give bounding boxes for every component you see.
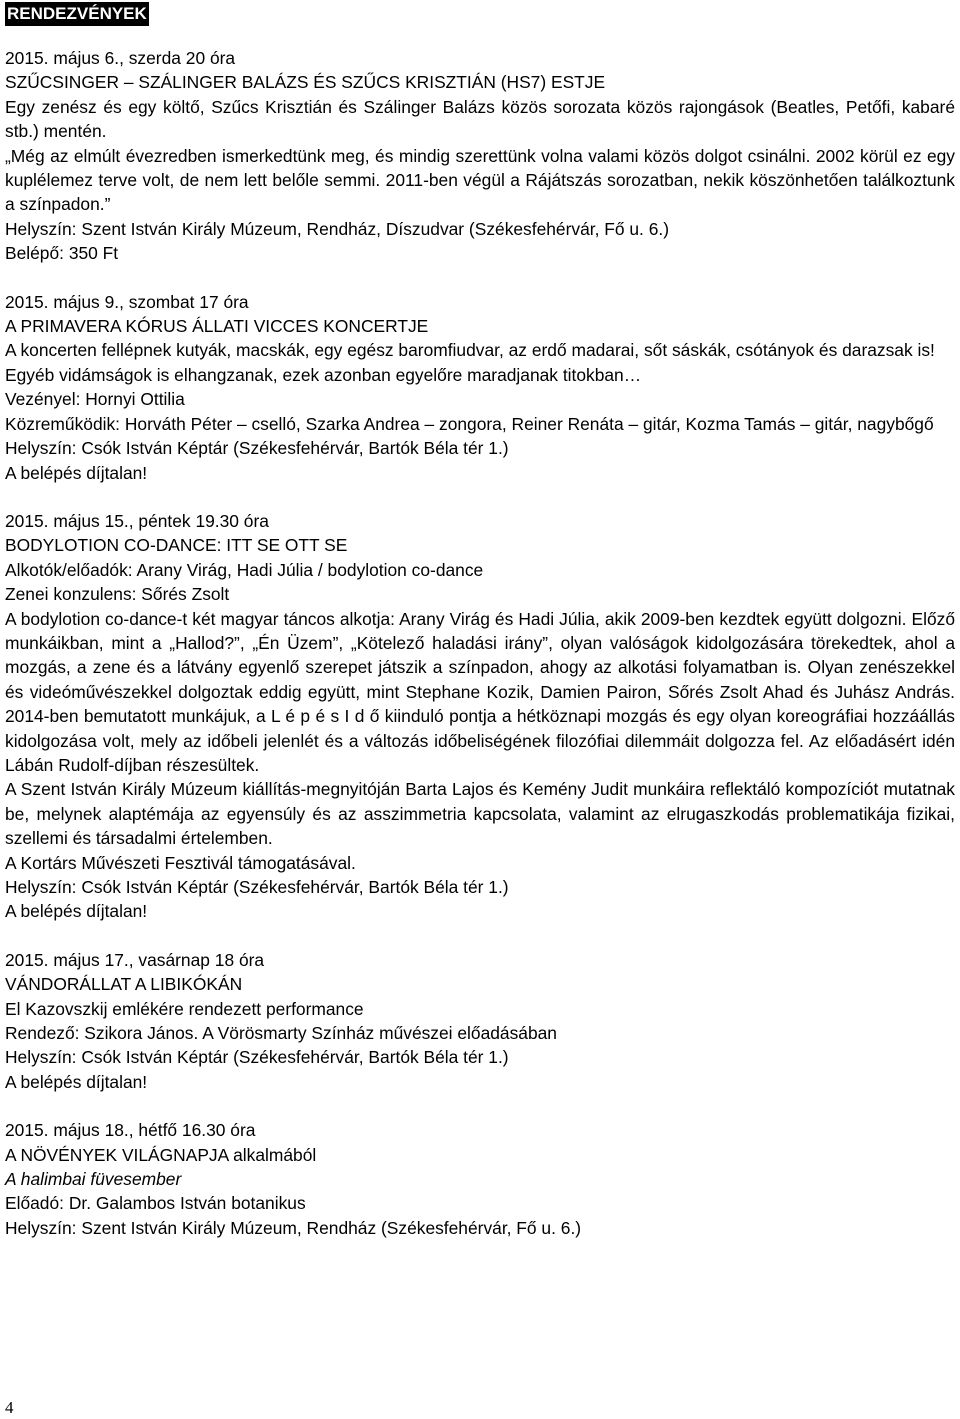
event-creators: Alkotók/előadók: Arany Virág, Hadi Júlia / bodylotion co-dance — [5, 559, 484, 580]
event-fee: A belépés díjtalan! — [5, 1071, 148, 1092]
event-description-2: A Szent István Király Múzeum kiállítás-megnyitóján Barta Lajos és Kemény Judit munkáira reflektáló kompozíciót mutatnak be, melynek alaptémája az egyensúly és az asszimmetria kapcsolata, valamint az elrugaszkodás problematikája fizikai, szellemi és társadalmi értelemben. — [5, 779, 955, 849]
event-subtitle: El Kazovszkij emlékére rendezett performance — [5, 998, 364, 1019]
event-fee: A belépés díjtalan! — [5, 462, 148, 483]
event-vandorallat — [5, 948, 955, 1094]
event-venue: Helyszín: Szent István Király Múzeum, Rendház (Székesfehérvár, Fő u. 6.) — [5, 1217, 582, 1238]
event-presenter: Előadó: Dr. Galambos István botanikus — [5, 1193, 306, 1214]
event-bodylotion — [5, 509, 955, 924]
document-page — [5, 2, 955, 1264]
event-primavera — [5, 290, 955, 485]
event-title: SZŰCSINGER – SZÁLINGER BALÁZS ÉS SZŰCS KRISZTIÁN (HS7) ESTJE — [5, 72, 606, 93]
event-date: 2015. május 9., szombat 17 óra — [5, 291, 249, 312]
event-extra: Egyéb vidámságok is elhangzanak, ezek azonban egyelőre maradjanak titokban… — [5, 364, 642, 385]
event-date: 2015. május 6., szerda 20 óra — [5, 48, 236, 68]
event-conductor: Vezényel: Hornyi Ottilia — [5, 389, 185, 410]
event-title: A PRIMAVERA KÓRUS ÁLLATI VICCES KONCERTJE — [5, 316, 429, 337]
event-description: A bodylotion co-dance-t két magyar táncos alkotja: Arany Virág és Hadi Júlia, akik 2009-ben kezdtek együtt dolgozni. Előző munkáikban, mint a „Hallod?”, „Én Üzem”, „Kötelező haladási irány”, olyan valóságok kidolgozására törekedtek, ahol a mozgás, a zene és a látvány egyenlő szerepet játszik a színpadon, ahogy az alkotási folyamatban is. Olyan zenészekkel és videóművészekkel dolgoztak eddig együtt, mint Stephane Kozik, Damien Pairon, Sőrés Zsolt Ahad és Juhász András. 2014-ben bemutatott munkájuk, a L é p é s I d ő kiinduló pontja a hétköznapi mozgás és egy olyan koreográfiai hozzáállás kidolgozása volt, mely az időbeli jelenlét és a változás időbeliségének filozófiai dilemmáit dolgozza fel. Az előadásért idén Lábán Rudolf-díjban részesültek. — [5, 608, 955, 775]
event-date: 2015. május 18., hétfő 16.30 óra — [5, 1120, 256, 1141]
event-venue: Helyszín: Szent István Király Múzeum, Rendház, Díszudvar (Székesfehérvár, Fő u. 6.) — [5, 218, 670, 239]
event-title: VÁNDORÁLLAT A LIBIKÓKÁN — [5, 974, 243, 995]
event-title: A NÖVÉNYEK VILÁGNAPJA alkalmából — [5, 1144, 317, 1165]
event-description: Egy zenész és egy költő, Szűcs Krisztián és Szálinger Balázs közös sorozata közös rajongások (Beatles, Petőfi, kabaré stb.) mentén. — [5, 96, 955, 142]
event-venue: Helyszín: Csók István Képtár (Székesfehérvár, Bartók Béla tér 1.) — [5, 1047, 509, 1068]
event-plants-day — [5, 1118, 955, 1240]
event-hs7 — [5, 46, 955, 266]
event-music: Zenei konzulens: Sőrés Zsolt — [5, 584, 230, 605]
event-quote: „Még az elmúlt évezredben ismerkedtünk meg, és mindig szerettünk volna valami közös dolgot csinálni. 2002 körül ez egy kuplélemez terve volt, de nem lett belőle semmi. 2011-ben végül a Rájátszás sorozatban, nekik köszönhetően találkoztunk a színpadon.” — [5, 145, 955, 215]
event-description: A koncerten fellépnek kutyák, macskák, egy egész baromfiudvar, az erdő madarai, sőt sáskák, csótányok és darazsak is! — [5, 340, 935, 361]
event-fee: Belépő: 350 Ft — [5, 243, 119, 264]
event-support: A Kortárs Művészeti Fesztivál támogatásával. — [5, 852, 356, 873]
event-fee: A belépés díjtalan! — [5, 901, 148, 922]
page-number: 4 — [5, 1398, 14, 1417]
event-title: BODYLOTION CO-DANCE: ITT SE OTT SE — [5, 535, 348, 556]
event-date: 2015. május 17., vasárnap 18 óra — [5, 949, 265, 970]
event-participants: Közreműködik: Horváth Péter – cselló, Szarka Andrea – zongora, Reiner Renáta – gitár, Kozma Tamás – gitár, nagybőgő — [5, 413, 934, 434]
event-venue: Helyszín: Csók István Képtár (Székesfehérvár, Bartók Béla tér 1.) — [5, 438, 509, 459]
event-date: 2015. május 15., péntek 19.30 óra — [5, 510, 269, 531]
event-subtitle: A halimbai füvesember — [5, 1169, 182, 1190]
event-venue: Helyszín: Csók István Képtár (Székesfehérvár, Bartók Béla tér 1.) — [5, 877, 509, 897]
section-heading: RENDEZVÉNYEK — [5, 2, 149, 26]
event-director: Rendező: Szikora János. A Vörösmarty Színház művészei előadásában — [5, 1023, 557, 1044]
